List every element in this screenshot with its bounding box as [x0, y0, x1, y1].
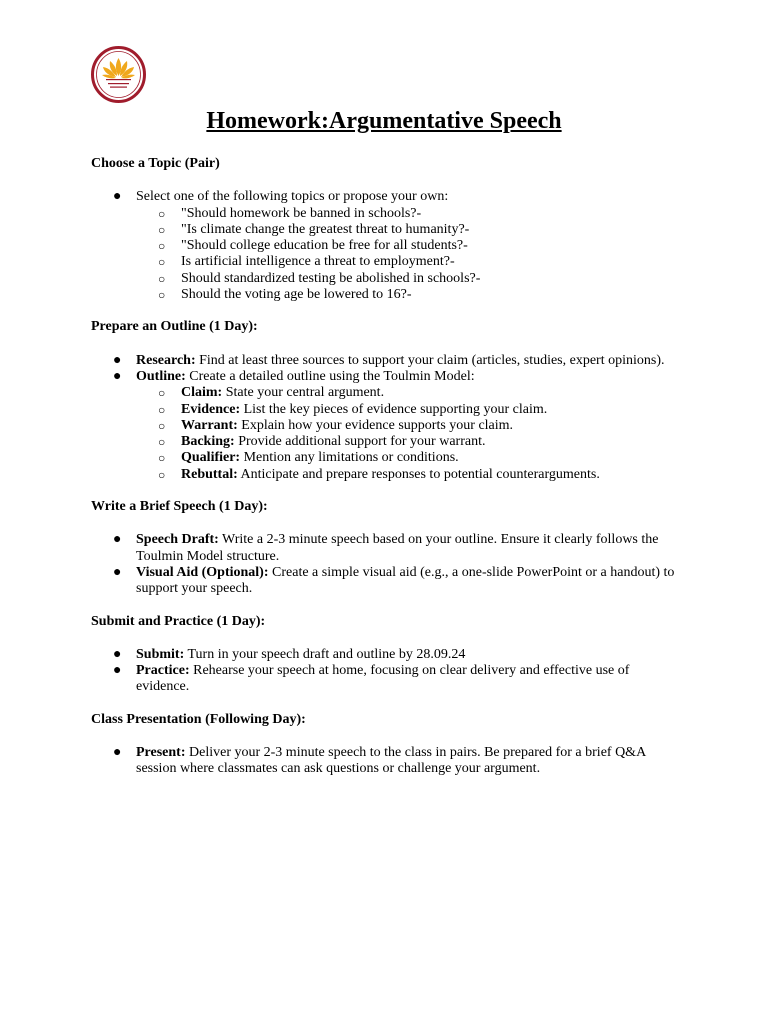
bullet-dot-icon: ● — [113, 532, 122, 548]
spacer — [91, 778, 681, 794]
item-text: Turn in your speech draft and outline by 28.09.24 — [184, 646, 466, 662]
university-logo — [91, 46, 146, 103]
sub-item-label: Warrant: — [181, 417, 238, 433]
bullet-dot-icon: ● — [113, 745, 122, 761]
list-item — [91, 369, 681, 483]
sub-list-item — [136, 402, 681, 418]
section-heading: Prepare an Outline (1 Day): — [91, 319, 258, 335]
bullet-dot-icon: ● — [113, 189, 122, 205]
section-heading: Choose a Topic (Pair) — [91, 156, 220, 171]
sub-item-text: Provide additional support for your warrant. — [234, 434, 486, 450]
list-item — [91, 189, 681, 303]
section-heading: Class Presentation (Following Day): — [91, 711, 306, 727]
list-item — [91, 745, 681, 778]
sub-list-item — [136, 206, 681, 222]
bullet-circle-icon: ○ — [158, 467, 166, 482]
sub-list-item — [136, 287, 681, 303]
bullet-circle-icon: ○ — [158, 418, 166, 433]
bullet-circle-icon: ○ — [158, 271, 166, 286]
bullet-dot-icon: ● — [113, 646, 122, 662]
sub-list-item — [136, 254, 681, 270]
sub-list-item — [136, 434, 681, 450]
list-item — [91, 532, 681, 565]
item-label: Present: — [136, 745, 186, 761]
bullet-circle-icon: ○ — [158, 451, 166, 466]
item-text: Select one of the following topics or propose your own: — [136, 189, 449, 205]
item-text: Find at least three sources to support your claim (articles, studies, expert opinions). — [195, 352, 665, 368]
item-label: Speech Draft: — [136, 532, 219, 548]
sub-item-label: Claim: — [181, 385, 223, 401]
lotus-seal-icon — [91, 46, 146, 103]
sub-item-label: Backing: — [181, 434, 235, 450]
sub-item-text: "Should college education be free for all students?- — [181, 238, 468, 254]
spacer — [91, 598, 681, 614]
bullet-dot-icon: ● — [113, 368, 122, 384]
sub-list-item — [136, 385, 681, 401]
sub-item-text: "Is climate change the greatest threat to humanity?- — [181, 221, 470, 237]
bullet-circle-icon: ○ — [158, 239, 166, 254]
sub-item-label: Rebuttal: — [181, 466, 238, 482]
bullet-list — [91, 353, 681, 483]
list-item — [91, 565, 681, 598]
list-item — [91, 647, 681, 663]
spacer — [91, 696, 681, 712]
spacer — [91, 303, 681, 319]
item-label: Research: — [136, 352, 196, 368]
sub-item-text: State your central argument. — [222, 385, 385, 401]
spacer — [91, 728, 681, 745]
list-item — [91, 663, 681, 696]
bullet-dot-icon: ● — [113, 564, 122, 580]
sub-bullet-list — [136, 206, 681, 304]
sub-list-item — [136, 467, 681, 483]
sub-list-item — [136, 418, 681, 434]
bullet-circle-icon: ○ — [158, 206, 166, 221]
sub-item-text: Explain how your evidence supports your claim. — [237, 417, 514, 433]
item-text: Create a simple visual aid (e.g., a one-slide PowerPoint or a handout) to support your speech. — [136, 564, 675, 597]
item-label: Practice: — [136, 663, 190, 679]
spacer — [91, 515, 681, 532]
sub-item-label: Qualifier: — [181, 450, 241, 466]
item-label: Submit: — [136, 646, 185, 662]
list-item — [91, 353, 681, 369]
item-text: Write a 2-3 minute speech based on your outline. Ensure it clearly follows the Toulmin Model structure. — [136, 532, 659, 564]
item-label: Visual Aid (Optional): — [136, 564, 269, 580]
page-title: Homework:Argumentative Speech — [206, 108, 562, 134]
bullet-list — [91, 647, 681, 696]
bullet-circle-icon: ○ — [158, 255, 166, 270]
spacer — [91, 630, 681, 647]
sub-item-text: Should standardized testing be abolished in schools?- — [181, 270, 481, 286]
bullet-list — [91, 745, 681, 778]
bullet-circle-icon: ○ — [158, 402, 166, 417]
bullet-list — [91, 532, 681, 597]
bullet-circle-icon: ○ — [158, 288, 166, 303]
bullet-dot-icon: ● — [113, 663, 122, 679]
sub-bullet-list — [136, 385, 681, 483]
bullet-dot-icon: ● — [113, 352, 122, 368]
bullet-circle-icon: ○ — [158, 435, 166, 450]
bullet-circle-icon: ○ — [158, 222, 166, 237]
bullet-list — [91, 189, 681, 303]
sub-item-text: Anticipate and prepare responses to potential counterarguments. — [237, 466, 600, 482]
item-label: Outline: — [136, 368, 186, 384]
sub-item-text: Is artificial intelligence a threat to employment?- — [181, 254, 455, 270]
sub-list-item — [136, 238, 681, 254]
sub-item-text: List the key pieces of evidence supporting your claim. — [240, 401, 548, 417]
sub-item-text: "Should homework be banned in schools?- — [181, 205, 422, 221]
sub-item-text: Mention any limitations or conditions. — [240, 450, 459, 466]
spacer — [91, 172, 681, 189]
item-text: Deliver your 2-3 minute speech to the class in pairs. Be prepared for a brief Q&A session where classmates can ask questions or challenge your argument. — [136, 745, 646, 777]
item-text: Create a detailed outline using the Toulmin Model: — [185, 368, 475, 384]
spacer — [91, 336, 681, 353]
sub-item-label: Evidence: — [181, 401, 241, 417]
sub-list-item — [136, 222, 681, 238]
bullet-circle-icon: ○ — [158, 386, 166, 401]
sub-item-text: Should the voting age be lowered to 16?- — [181, 287, 412, 303]
section-heading: Write a Brief Speech (1 Day): — [91, 499, 268, 515]
spacer — [91, 483, 681, 499]
sub-list-item — [136, 450, 681, 466]
document-body — [91, 156, 681, 794]
item-text: Rehearse your speech at home, focusing on clear delivery and effective use of evidence. — [136, 663, 630, 695]
section-heading: Submit and Practice (1 Day): — [91, 613, 266, 629]
sub-list-item — [136, 271, 681, 287]
